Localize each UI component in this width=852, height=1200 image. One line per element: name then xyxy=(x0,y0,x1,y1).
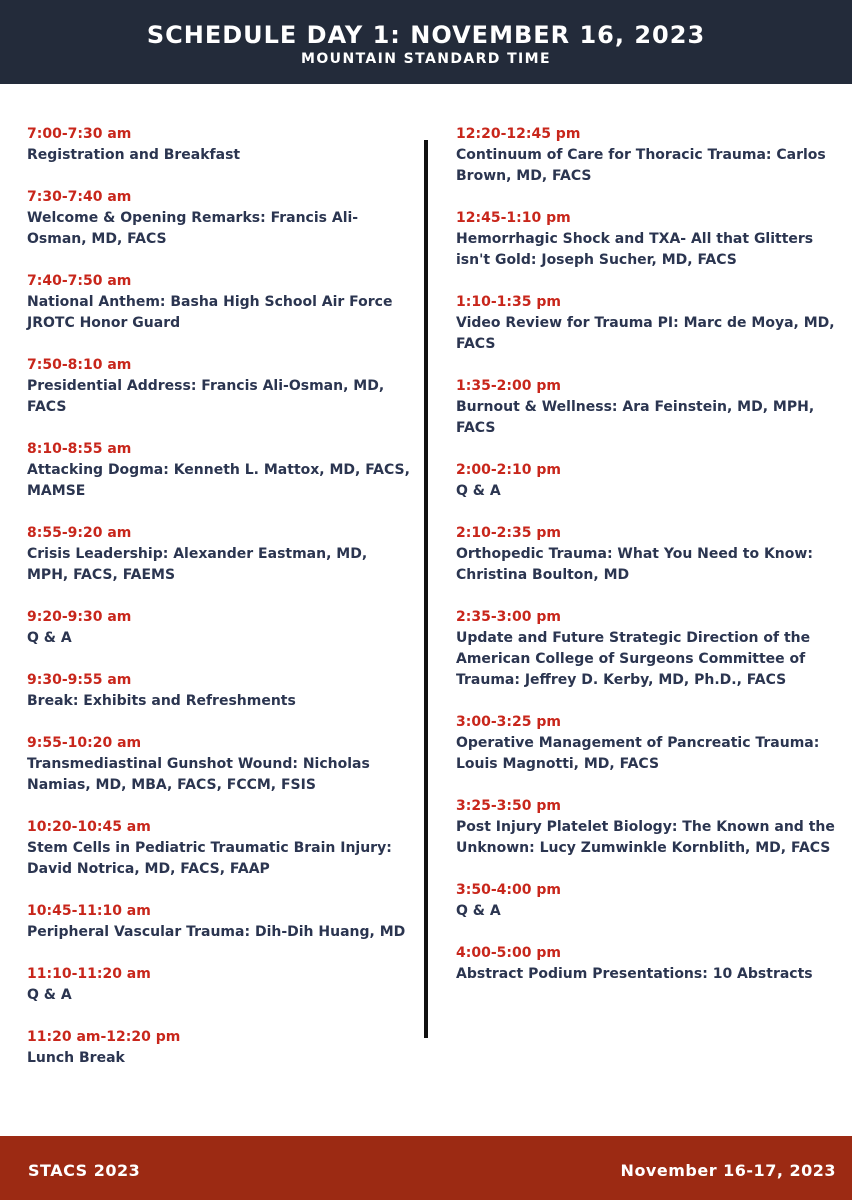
page-footer xyxy=(0,1136,852,1200)
schedule-description: Presidential Address: Francis Ali-Osman, MD, FACS xyxy=(27,378,385,415)
schedule-time: 9:55-10:20 am xyxy=(27,735,142,751)
schedule-time: 7:00-7:30 am xyxy=(27,126,132,142)
schedule-item xyxy=(27,439,412,502)
schedule-time: 10:45-11:10 am xyxy=(27,903,151,919)
schedule-item xyxy=(27,271,412,334)
schedule-time: 3:25-3:50 pm xyxy=(456,798,561,814)
schedule-item xyxy=(456,523,846,586)
schedule-time: 7:50-8:10 am xyxy=(27,357,132,373)
schedule-description: Q & A xyxy=(456,903,501,919)
schedule-description: Q & A xyxy=(456,483,501,499)
schedule-time: 2:35-3:00 pm xyxy=(456,609,561,625)
schedule-item xyxy=(27,1027,412,1069)
schedule-item xyxy=(27,355,412,418)
schedule-time: 1:35-2:00 pm xyxy=(456,378,561,394)
schedule-description: Q & A xyxy=(27,630,72,646)
schedule-item xyxy=(27,124,412,166)
schedule-description: Post Injury Platelet Biology: The Known and the Unknown: Lucy Zumwinkle Kornblith, MD, FACS xyxy=(456,819,835,856)
schedule-item xyxy=(456,460,846,502)
schedule-time: 11:10-11:20 am xyxy=(27,966,151,982)
schedule-time: 10:20-10:45 am xyxy=(27,819,151,835)
schedule-time: 2:00-2:10 pm xyxy=(456,462,561,478)
schedule-description: Q & A xyxy=(27,987,72,1003)
schedule-time: 12:45-1:10 pm xyxy=(456,210,571,226)
schedule-description: National Anthem: Basha High School Air Force JROTC Honor Guard xyxy=(27,294,393,331)
schedule-item xyxy=(27,964,412,1006)
schedule-description: Operative Management of Pancreatic Trauma: Louis Magnotti, MD, FACS xyxy=(456,735,820,772)
schedule-item xyxy=(456,376,846,439)
schedule-item xyxy=(456,292,846,355)
schedule-time: 7:40-7:50 am xyxy=(27,273,132,289)
schedule-description: Lunch Break xyxy=(27,1050,125,1066)
schedule-item xyxy=(456,796,846,859)
schedule-description: Update and Future Strategic Direction of the American College of Surgeons Committee of Trauma: Jeffrey D. Kerby, MD, Ph.D., FACS xyxy=(456,630,811,688)
schedule-item xyxy=(27,187,412,250)
schedule-description: Peripheral Vascular Trauma: Dih-Dih Huang, MD xyxy=(27,924,406,940)
schedule-time: 8:10-8:55 am xyxy=(27,441,132,457)
schedule-description: Crisis Leadership: Alexander Eastman, MD, MPH, FACS, FAEMS xyxy=(27,546,368,583)
schedule-column-right xyxy=(456,124,846,1006)
schedule-item xyxy=(456,124,846,187)
schedule-time: 3:50-4:00 pm xyxy=(456,882,561,898)
schedule-time: 7:30-7:40 am xyxy=(27,189,132,205)
schedule-item xyxy=(27,733,412,796)
schedule-item xyxy=(27,901,412,943)
schedule-item xyxy=(456,208,846,271)
schedule-time: 9:30-9:55 am xyxy=(27,672,132,688)
schedule-description: Orthopedic Trauma: What You Need to Know: Christina Boulton, MD xyxy=(456,546,813,583)
schedule-description: Attacking Dogma: Kenneth L. Mattox, MD, FACS, MAMSE xyxy=(27,462,410,499)
schedule-description: Burnout & Wellness: Ara Feinstein, MD, MPH, FACS xyxy=(456,399,815,436)
event-dates: November 16-17, 2023 xyxy=(620,1161,836,1180)
schedule-time: 3:00-3:25 pm xyxy=(456,714,561,730)
schedule-item xyxy=(456,712,846,775)
schedule-column-left xyxy=(27,124,412,1090)
schedule-time: 12:20-12:45 pm xyxy=(456,126,581,142)
event-name: STACS 2023 xyxy=(28,1161,141,1180)
schedule-time: 1:10-1:35 pm xyxy=(456,294,561,310)
schedule-description: Abstract Podium Presentations: 10 Abstracts xyxy=(456,966,813,982)
schedule-item xyxy=(456,607,846,691)
page-title: SCHEDULE DAY 1: NOVEMBER 16, 2023 xyxy=(146,21,706,49)
schedule-description: Transmediastinal Gunshot Wound: Nicholas Namias, MD, MBA, FACS, FCCM, FSIS xyxy=(27,756,370,793)
schedule-description: Stem Cells in Pediatric Traumatic Brain Injury: David Notrica, MD, FACS, FAAP xyxy=(27,840,392,877)
schedule-description: Break: Exhibits and Refreshments xyxy=(27,693,296,709)
schedule-time: 4:00-5:00 pm xyxy=(456,945,561,961)
schedule-description: Registration and Breakfast xyxy=(27,147,241,163)
schedule-description: Video Review for Trauma PI: Marc de Moya, MD, FACS xyxy=(456,315,835,352)
schedule-item xyxy=(27,607,412,649)
schedule-item xyxy=(456,943,846,985)
column-divider xyxy=(424,140,428,1038)
page-header xyxy=(0,0,852,84)
schedule-item xyxy=(456,880,846,922)
schedule-item xyxy=(27,523,412,586)
schedule-item xyxy=(27,670,412,712)
schedule-description: Continuum of Care for Thoracic Trauma: Carlos Brown, MD, FACS xyxy=(456,147,826,184)
schedule-time: 9:20-9:30 am xyxy=(27,609,132,625)
schedule-time: 2:10-2:35 pm xyxy=(456,525,561,541)
schedule-description: Hemorrhagic Shock and TXA- All that Glitters isn't Gold: Joseph Sucher, MD, FACS xyxy=(456,231,814,268)
schedule-description: Welcome & Opening Remarks: Francis Ali-Osman, MD, FACS xyxy=(27,210,359,247)
schedule-item xyxy=(27,817,412,880)
schedule-time: 11:20 am-12:20 pm xyxy=(27,1029,181,1045)
schedule-time: 8:55-9:20 am xyxy=(27,525,132,541)
page-subtitle: MOUNTAIN STANDARD TIME xyxy=(301,51,551,67)
